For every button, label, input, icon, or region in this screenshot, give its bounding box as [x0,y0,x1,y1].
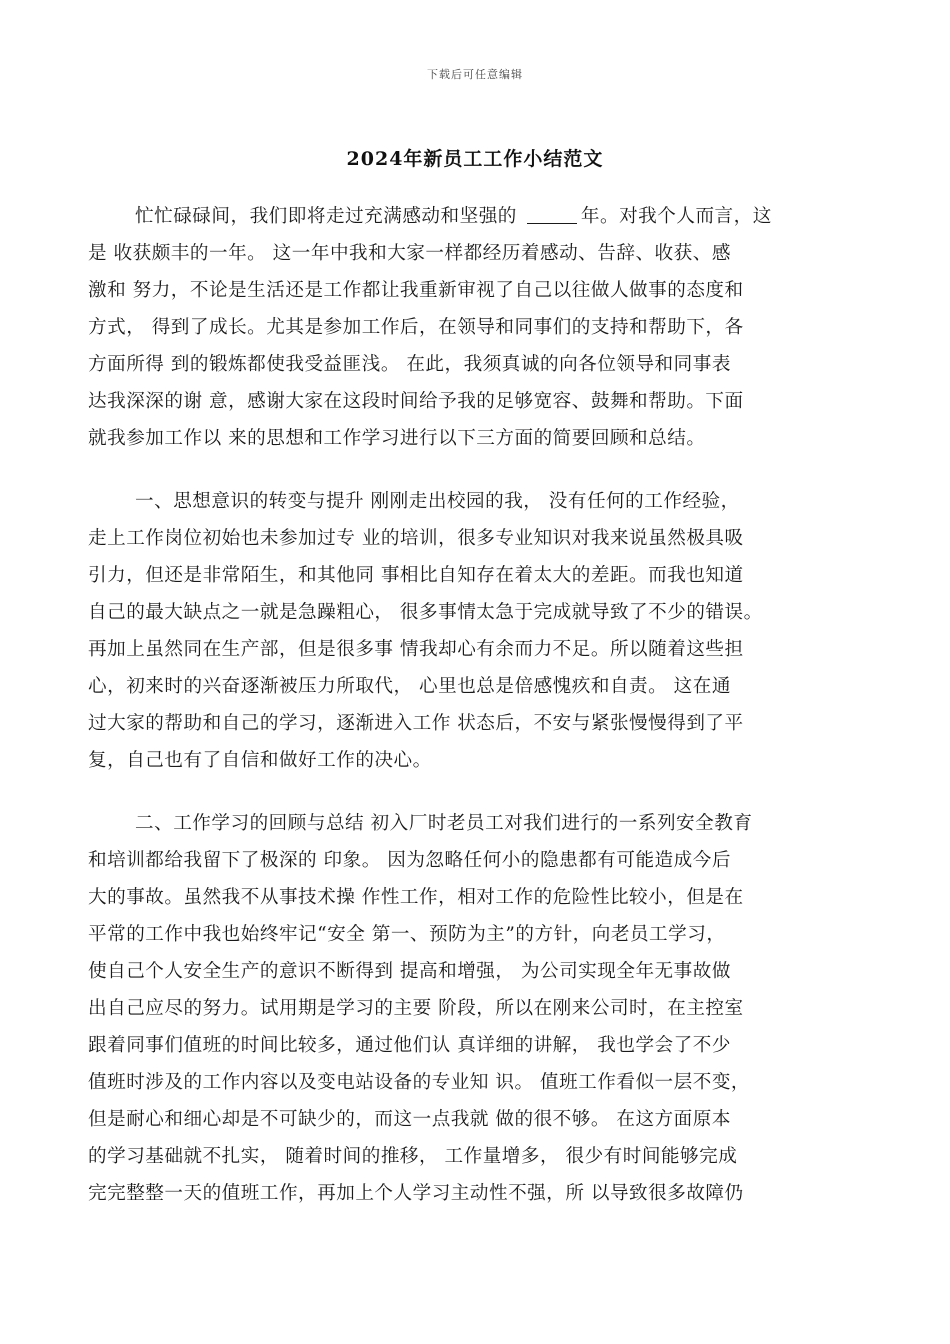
paragraph-section-one [88,483,864,779]
text-line: 心，初来时的兴奋逐渐被压力所取代， 心里也总是倍感愧疚和自责。 这在通 [88,676,731,697]
paragraph-intro [88,198,864,457]
text-line: 引力，但还是非常陌生，和其他同 事相比自知存在着太大的差距。而我也知道 [88,565,744,586]
text-line: 和培训都给我留下了极深的 印象。 因为忽略任何小的隐患都有可能造成今后 [88,850,731,871]
text-segment: 年。对我个人而言，这 [580,206,772,227]
text-line: 完完整整一天的值班工作，再加上个人学习主动性不强，所 以导致很多故障仍 [88,1183,744,1204]
text-line: 是 收获颇丰的一年。 这一年中我和大家一样都经历着感动、告辞、收获、感 [88,243,731,264]
page-header-note: 下载后可任意编辑 [427,68,523,81]
document-title: 2024年新员工工作小结范文 [346,148,604,170]
text-line: 方面所得 到的锻炼都使我受益匪浅。 在此，我须真诚的向各位领导和同事表 [88,354,731,375]
text-line: 再加上虽然同在生产部，但是很多事 情我却心有余而力不足。所以随着这些担 [88,639,744,660]
text-line: 使自己个人安全生产的意识不断得到 提高和增强， 为公司实现全年无事故做 [88,961,731,982]
text-line: 值班时涉及的工作内容以及变电站设备的专业知 识。 值班工作看似一层不变， [88,1072,751,1093]
text-line: 就我参加工作以 来的思想和工作学习进行以下三方面的简要回顾和总结。 [88,428,706,449]
text-line: 过大家的帮助和自己的学习，逐渐进入工作 状态后，不安与紧张慢慢得到了平 [88,713,744,734]
text-line: 复，自己也有了自信和做好工作的决心。 [88,750,432,771]
text-line: 的学习基础就不扎实， 随着时间的推移， 工作量增多， 很少有时间能够完成 [88,1146,738,1167]
text-line: 一、思想意识的转变与提升 刚刚走出校园的我， 没有任何的工作经验， [135,491,740,512]
text-line: 平常的工作中我也始终牢记“安全 第一、预防为主”的方针，向老员工学习， [88,924,726,945]
text-line [88,198,864,235]
paragraph-section-two [88,805,864,1212]
text-line: 大的事故。虽然我不从事技术操 作性工作，相对工作的危险性比较小，但是在 [88,887,744,908]
text-line: 二、工作学习的回顾与总结 初入厂时老员工对我们进行的一系列安全教育 [135,813,753,834]
text-line: 方式， 得到了成长。尤其是参加工作后，在领导和同事们的支持和帮助下，各 [88,317,744,338]
text-line: 出自己应尽的努力。试用期是学习的主要 阶段，所以在刚来公司时，在主控室 [88,998,744,1019]
text-segment: 忙忙碌碌间，我们即将走过充满感动和坚强的 [135,206,517,227]
text-line: 达我深深的谢 意，感谢大家在这段时间给予我的足够宽容、鼓舞和帮助。下面 [88,391,744,412]
fill-in-blank [527,222,577,224]
document-body [88,198,864,1212]
text-line: 激和 努力，不论是生活还是工作都让我重新审视了自己以往做人做事的态度和 [88,280,744,301]
text-line: 走上工作岗位初始也未参加过专 业的培训，很多专业知识对我来说虽然极具吸 [88,528,744,549]
text-line: 跟着同事们值班的时间比较多，通过他们认 真详细的讲解， 我也学会了不少 [88,1035,731,1056]
text-line: 但是耐心和细心却是不可缺少的，而这一点我就 做的很不够。 在这方面原本 [88,1109,731,1130]
text-line: 自己的最大缺点之一就是急躁粗心， 很多事情太急于完成就导致了不少的错误。 [88,602,763,623]
